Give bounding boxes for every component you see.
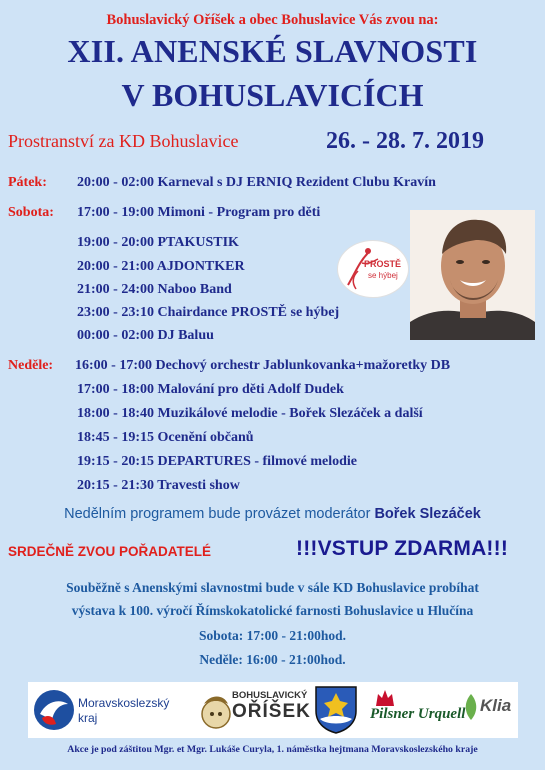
venue: Prostranství za KD Bohuslavice [8, 131, 239, 151]
program-item: 19:15 - 20:15 DEPARTURES - filmové melodie [77, 454, 357, 469]
program-item: 00:00 - 02:00 DJ Baluu [77, 328, 214, 343]
badge-text-2: se hýbej [368, 271, 398, 280]
organizers-invite: SRDEČNĚ ZVOU POŘADATELÉ [8, 544, 212, 559]
program-item: 16:00 - 17:00 Dechový orchestr Jablunkovanka+mažoretky DB [75, 358, 451, 373]
program-item: 20:15 - 21:30 Travesti show [77, 478, 240, 493]
program-item: 23:00 - 23:10 Chairdance PROSTĚ se hýbej [77, 305, 340, 320]
day-label-sunday: Neděle: [8, 358, 54, 373]
program-item: 18:45 - 19:15 Ocenění občanů [77, 430, 254, 445]
day-label-friday: Pátek: [8, 175, 47, 190]
day-label-saturday: Sobota: [8, 205, 54, 220]
exhibition-saturday-hours: Sobota: 17:00 - 21:00hod. [198, 628, 346, 643]
program-item: 17:00 - 19:00 Mimoni - Program pro děti [77, 205, 321, 220]
invite-line: Bohuslavický Oříšek a obec Bohuslavice Vás zvou na: [106, 12, 439, 28]
sponsor-logos [28, 682, 518, 738]
event-title-line1: XII. ANENSKÉ SLAVNOSTI [67, 33, 478, 69]
exhibition-line: výstava k 100. výročí Římskokatolické farnosti Bohuslavice u Hlučína [71, 603, 474, 618]
program-item: 20:00 - 02:00 Karneval s DJ ERNIQ Rezident Clubu Kravín [77, 175, 436, 190]
program-item: 20:00 - 21:00 AJDONTKER [77, 259, 245, 274]
free-entry: !!!VSTUP ZDARMA!!! [296, 537, 509, 560]
region-emblem-icon [32, 688, 76, 732]
exhibition-sunday-hours: Neděle: 16:00 - 21:00hod. [199, 652, 346, 667]
event-dates: 26. - 28. 7. 2019 [326, 128, 484, 154]
leaf-icon [462, 692, 480, 722]
moderator-photo [410, 210, 535, 340]
program-item: 19:00 - 20:00 PTAKUSTIK [77, 235, 239, 250]
hazelnut-icon [198, 690, 234, 730]
region-logo-text-1: Moravskoslezský [78, 696, 170, 710]
patronage-note: Akce je pod záštitou Mgr. et Mgr. Lukáše Curyla, 1. náměstka hejtmana Moravskoslezského kraje [67, 744, 478, 755]
coat-of-arms-icon [314, 685, 358, 735]
moderator-text: Nedělním programem bude provázet moderátor [64, 506, 371, 522]
beer-logo-text: Pilsner Urquell [370, 706, 466, 722]
program-item: 18:00 - 18:40 Muzikálové melodie - Bořek Slezáček a další [77, 406, 423, 421]
event-title-line2: V BOHUSLAVICÍCH [121, 77, 424, 113]
prostě-se-hybej-logo [337, 240, 409, 298]
klia-logo-text: Klia [480, 696, 512, 715]
orisek-logo-text-1: BOHUSLAVICKÝ [232, 690, 308, 701]
program-item: 17:00 - 18:00 Malování pro děti Adolf Dudek [77, 382, 344, 397]
beer-crest-icon [374, 688, 396, 708]
region-logo-text-2: kraj [78, 711, 98, 725]
moderator-line [0, 506, 545, 522]
moderator-name: Bořek Slezáček [374, 506, 481, 522]
badge-text-1: PROSTĚ [364, 259, 402, 269]
program-item: 21:00 - 24:00 Naboo Band [77, 282, 232, 297]
orisek-logo-text-2: OŘÍŠEK [232, 701, 311, 722]
exhibition-line: Souběžně s Anenskými slavnostmi bude v sále KD Bohuslavice probíhat [66, 580, 479, 595]
dancer-icon [338, 241, 408, 297]
